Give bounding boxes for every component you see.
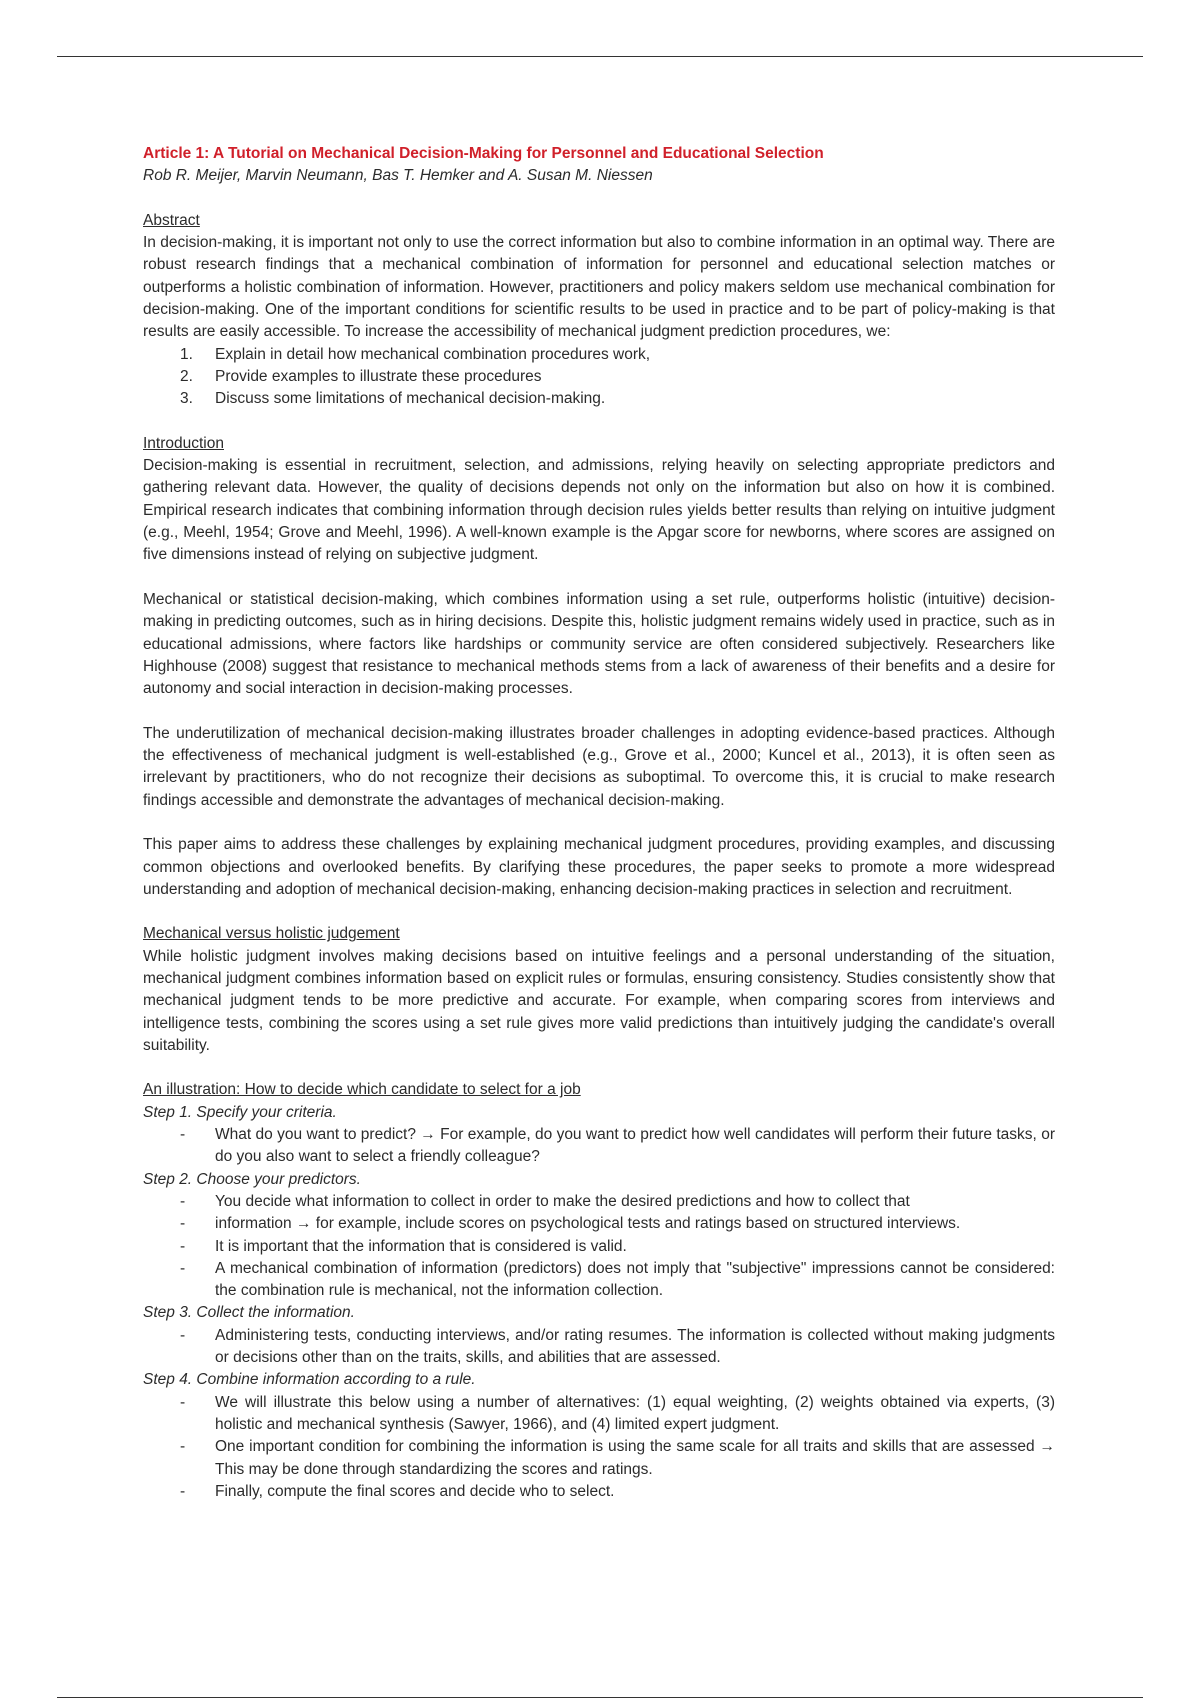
list-item: - information → for example, include scores on psychological tests and ratings based on structured interviews. xyxy=(180,1215,961,1233)
list-item: - You decide what information to collect in order to make the desired predictions and how to collect that xyxy=(180,1192,910,1210)
step-title: Step 3. Collect the information. xyxy=(143,1304,355,1322)
paragraph: While holistic judgment involves making decisions based on intuitive feelings and a personal understanding of the situation, mechanical judgment combines information based on explicit rules or formulas, ensuring consistency. Studies consistently show that mechanical judgment tends to be more predictive and accurate. For example, when comparing scores from interviews and intelligence tests, combining the scores using a set rule gives more valid predictions than intuitively judging the candidate's overall suitability. xyxy=(143,947,1055,1054)
list-item: - One important condition for combining the information is using the same scale for all traits and skills that are assessed → This may be done through standardizing the scores and ratings. xyxy=(180,1438,1055,1478)
list-item: - We will illustrate this below using a number of alternatives: (1) equal weighting, (2) weights obtained via experts, (3) holistic and mechanical synthesis (Sawyer, 1966), and (4) limited expert judgment. xyxy=(180,1393,1055,1433)
article-title: Article 1: A Tutorial on Mechanical Decision-Making for Personnel and Educational Selection xyxy=(143,145,824,162)
abstract-text: In decision-making, it is important not only to use the correct information but also to combine information in an optimal way. There are robust research findings that a mechanical combination of information for personnel and educational selection matches or outperforms a holistic combination of information. However, practitioners and policy makers seldom use mechanical combination for decision-making. One of the important conditions for scientific results to be used in practice and to be part of policy-making is that results are easily accessible. To increase the accessibility of mechanical judgment prediction procedures, we: xyxy=(143,234,1055,341)
footer-rule xyxy=(57,1697,1143,1698)
abstract-list xyxy=(143,344,1055,411)
paragraph: The underutilization of mechanical decision-making illustrates broader challenges in adopting evidence-based practices. Although the effectiveness of mechanical judgment is well-established (e.g., Grove et al., 2000; Kuncel et al., 2013), it is often seen as irrelevant by practitioners, who do not recognize their decisions as suboptimal. To overcome this, it is crucial to make research findings accessible and demonstrate the advantages of mechanical decision-making. xyxy=(143,724,1055,809)
introduction-heading: Introduction xyxy=(143,434,224,452)
mechanical-holistic-heading: Mechanical versus holistic judgement xyxy=(143,925,400,943)
list-item: - What do you want to predict? → For example, do you want to predict how well candidates will perform their future tasks, or do you also want to select a friendly colleague? xyxy=(180,1126,1055,1166)
illustration-heading: An illustration: How to decide which candidate to select for a job xyxy=(143,1081,581,1099)
step-list xyxy=(143,1191,1055,1302)
step-title: Step 4. Combine information according to a rule. xyxy=(143,1371,476,1389)
step-list xyxy=(143,1124,1055,1169)
list-item: - Finally, compute the final scores and decide who to select. xyxy=(180,1482,615,1500)
list-item: - Administering tests, conducting interviews, and/or rating resumes. The information is collected without making judgments or decisions other than on the traits, skills, and abilities that are assessed. xyxy=(180,1326,1055,1367)
document-body xyxy=(143,143,1055,1503)
list-item: 1. Explain in detail how mechanical combination procedures work, xyxy=(180,345,651,363)
list-item: - It is important that the information that is considered is valid. xyxy=(180,1237,627,1255)
header-rule xyxy=(57,56,1143,57)
step-title: Step 2. Choose your predictors. xyxy=(143,1170,361,1188)
list-item: 3. Discuss some limitations of mechanical decision-making. xyxy=(180,390,606,408)
paragraph: Decision-making is essential in recruitment, selection, and admissions, relying heavily on selecting appropriate predictors and gathering relevant data. However, the quality of decisions depends not only on the information but also on how it is combined. Empirical research indicates that combining information through decision rules yields better results than relying on intuitive judgment (e.g., Meehl, 1954; Grove and Meehl, 1996). A well-known example is the Apgar score for newborns, where scores are assigned on five dimensions instead of relying on subjective judgment. xyxy=(143,457,1055,564)
list-item: - A mechanical combination of information (predictors) does not imply that "subjective" impressions cannot be considered: the combination rule is mechanical, not the information collection. xyxy=(180,1259,1055,1300)
paragraph: Mechanical or statistical decision-making, which combines information using a set rule, outperforms holistic (intuitive) decision-making in predicting outcomes, such as in hiring decisions. Despite this, holistic judgment remains widely used in practice, such as in educational admissions, where factors like hardships or community service are often considered subjectively. Researchers like Highhouse (2008) suggest that resistance to mechanical methods stems from a lack of awareness of their benefits and a desire for autonomy and social interaction in decision-making processes. xyxy=(143,590,1055,698)
list-item: 2. Provide examples to illustrate these procedures xyxy=(180,367,542,385)
article-authors: Rob R. Meijer, Marvin Neumann, Bas T. Hemker and A. Susan M. Niessen xyxy=(143,167,653,185)
paragraph: This paper aims to address these challenges by explaining mechanical judgment procedures, providing examples, and discussing common objections and overlooked benefits. By clarifying these procedures, the paper seeks to promote a more widespread understanding and adoption of mechanical decision-making, enhancing decision-making practices in selection and recruitment. xyxy=(143,836,1055,898)
step-title: Step 1. Specify your criteria. xyxy=(143,1103,337,1121)
abstract-heading: Abstract xyxy=(143,211,200,229)
step-list xyxy=(143,1392,1055,1503)
step-list xyxy=(143,1325,1055,1370)
